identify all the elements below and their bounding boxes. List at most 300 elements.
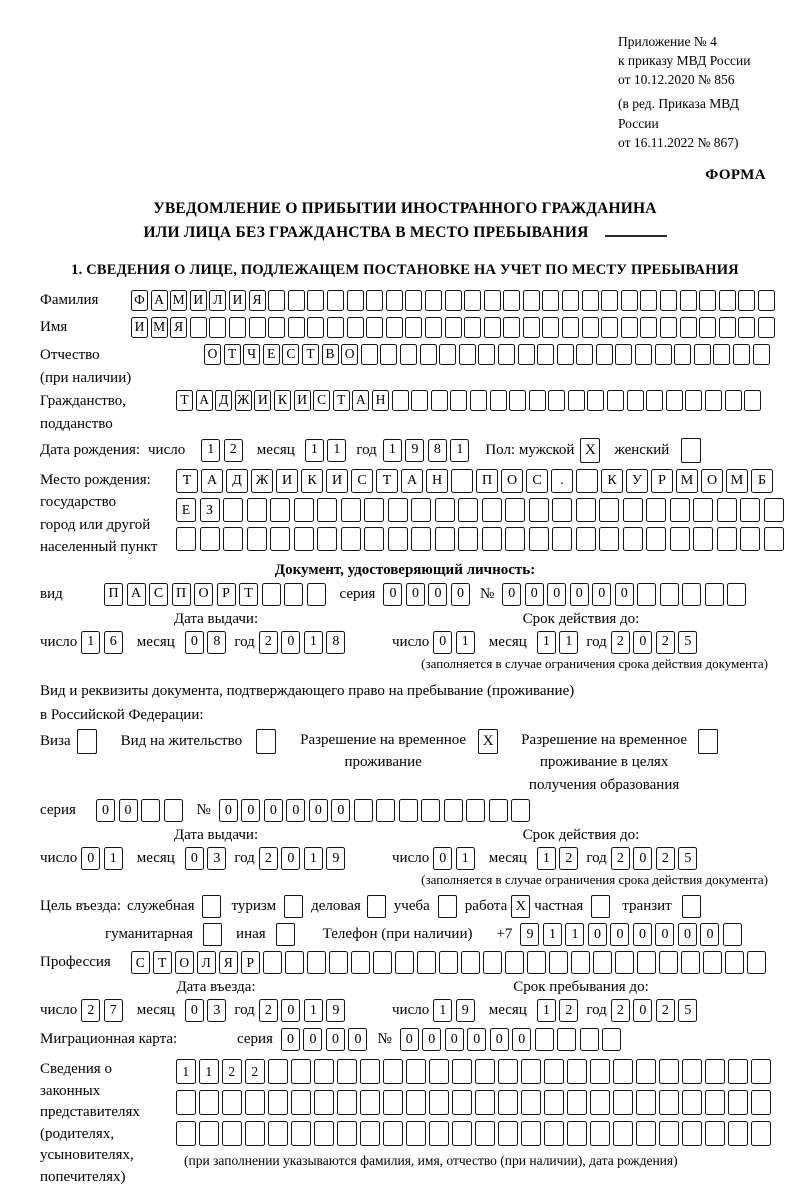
char-box[interactable]: П <box>476 469 498 493</box>
char-box[interactable]: С <box>526 469 548 493</box>
char-box[interactable]: Р <box>241 951 260 974</box>
char-box[interactable]: И <box>190 290 207 311</box>
char-box[interactable]: Б <box>751 469 773 493</box>
char-box[interactable] <box>464 317 481 338</box>
char-box[interactable] <box>470 390 487 411</box>
char-box[interactable]: 1 <box>433 999 452 1022</box>
char-box[interactable] <box>542 317 559 338</box>
char-box[interactable] <box>450 390 467 411</box>
char-box[interactable] <box>751 1090 771 1115</box>
char-box[interactable]: . <box>551 469 573 493</box>
char-box[interactable]: С <box>149 583 168 606</box>
char-box[interactable]: 0 <box>331 799 350 822</box>
char-box[interactable]: 0 <box>281 999 300 1022</box>
purpose-work-checkbox[interactable]: X <box>511 895 530 918</box>
char-box[interactable] <box>571 951 590 974</box>
char-box[interactable] <box>268 290 285 311</box>
char-box[interactable] <box>728 1090 748 1115</box>
char-box[interactable] <box>291 1121 311 1146</box>
option-residence-permit-checkbox[interactable] <box>256 729 276 754</box>
char-box[interactable]: У <box>626 469 648 493</box>
char-box[interactable] <box>601 317 618 338</box>
char-box[interactable]: А <box>151 290 168 311</box>
char-box[interactable] <box>176 1121 196 1146</box>
char-box[interactable] <box>544 1121 564 1146</box>
char-box[interactable]: Ж <box>251 469 273 493</box>
char-box[interactable] <box>582 290 599 311</box>
char-box[interactable] <box>268 317 285 338</box>
char-box[interactable]: 1 <box>81 631 100 654</box>
char-box[interactable] <box>505 951 524 974</box>
char-box[interactable] <box>498 1090 518 1115</box>
char-box[interactable] <box>725 951 744 974</box>
char-box[interactable]: 1 <box>104 847 123 870</box>
char-box[interactable]: 0 <box>547 583 566 606</box>
char-box[interactable] <box>509 390 526 411</box>
char-box[interactable] <box>529 390 546 411</box>
char-box[interactable] <box>364 498 384 522</box>
char-box[interactable] <box>445 317 462 338</box>
char-box[interactable]: 0 <box>81 847 100 870</box>
char-box[interactable]: Е <box>176 498 196 522</box>
char-box[interactable] <box>552 527 572 551</box>
char-box[interactable] <box>475 1090 495 1115</box>
char-box[interactable] <box>484 290 501 311</box>
char-box[interactable] <box>635 344 652 365</box>
char-box[interactable]: Ч <box>243 344 260 365</box>
char-box[interactable] <box>245 1090 265 1115</box>
char-box[interactable]: О <box>175 951 194 974</box>
char-box[interactable]: 1 <box>565 923 584 946</box>
char-box[interactable] <box>373 951 392 974</box>
char-box[interactable]: 0 <box>610 923 629 946</box>
char-box[interactable] <box>388 498 408 522</box>
char-box[interactable]: 1 <box>537 999 556 1022</box>
char-box[interactable] <box>590 1059 610 1084</box>
char-box[interactable] <box>599 498 619 522</box>
char-box[interactable] <box>164 799 183 822</box>
char-box[interactable] <box>596 344 613 365</box>
char-box[interactable] <box>587 390 604 411</box>
char-box[interactable] <box>613 1059 633 1084</box>
char-box[interactable] <box>498 1059 518 1084</box>
char-box[interactable]: А <box>352 390 369 411</box>
char-box[interactable]: 0 <box>264 799 283 822</box>
char-box[interactable]: 0 <box>633 847 652 870</box>
char-box[interactable]: 0 <box>592 583 611 606</box>
char-box[interactable]: Л <box>209 290 226 311</box>
char-box[interactable] <box>725 390 742 411</box>
char-box[interactable]: Н <box>426 469 448 493</box>
char-box[interactable]: 1 <box>383 439 402 462</box>
char-box[interactable] <box>521 1121 541 1146</box>
char-box[interactable]: 1 <box>199 1059 219 1084</box>
char-box[interactable] <box>670 498 690 522</box>
char-box[interactable] <box>337 1090 357 1115</box>
char-box[interactable]: 2 <box>656 631 675 654</box>
char-box[interactable]: 2 <box>656 999 675 1022</box>
char-box[interactable] <box>607 390 624 411</box>
char-box[interactable] <box>366 290 383 311</box>
char-box[interactable] <box>383 1059 403 1084</box>
char-box[interactable]: 1 <box>304 847 323 870</box>
char-box[interactable] <box>498 344 515 365</box>
char-box[interactable]: 1 <box>543 923 562 946</box>
char-box[interactable] <box>562 290 579 311</box>
char-box[interactable] <box>392 390 409 411</box>
char-box[interactable] <box>659 1059 679 1084</box>
char-box[interactable] <box>270 498 290 522</box>
char-box[interactable]: 2 <box>656 847 675 870</box>
char-box[interactable]: 0 <box>700 923 719 946</box>
char-box[interactable]: 0 <box>400 1028 419 1051</box>
char-box[interactable]: И <box>131 317 148 338</box>
char-box[interactable] <box>399 799 418 822</box>
char-box[interactable]: С <box>313 390 330 411</box>
char-box[interactable]: 0 <box>615 583 634 606</box>
char-box[interactable]: Т <box>239 583 258 606</box>
char-box[interactable]: Т <box>153 951 172 974</box>
option-visa-checkbox[interactable] <box>77 729 97 754</box>
char-box[interactable]: 9 <box>456 999 475 1022</box>
char-box[interactable] <box>291 1059 311 1084</box>
char-box[interactable] <box>680 317 697 338</box>
sex-female-checkbox[interactable] <box>681 438 701 463</box>
char-box[interactable]: 0 <box>185 847 204 870</box>
char-box[interactable] <box>417 951 436 974</box>
char-box[interactable] <box>744 390 761 411</box>
char-box[interactable] <box>593 951 612 974</box>
char-box[interactable] <box>245 1121 265 1146</box>
char-box[interactable] <box>400 344 417 365</box>
char-box[interactable] <box>670 527 690 551</box>
char-box[interactable] <box>557 1028 576 1051</box>
char-box[interactable] <box>327 317 344 338</box>
char-box[interactable] <box>314 1090 334 1115</box>
char-box[interactable] <box>223 498 243 522</box>
char-box[interactable] <box>452 1121 472 1146</box>
char-box[interactable] <box>176 1090 196 1115</box>
char-box[interactable] <box>680 290 697 311</box>
char-box[interactable] <box>659 951 678 974</box>
char-box[interactable] <box>347 290 364 311</box>
char-box[interactable] <box>505 498 525 522</box>
char-box[interactable]: 0 <box>286 799 305 822</box>
char-box[interactable] <box>682 583 701 606</box>
char-box[interactable] <box>294 527 314 551</box>
char-box[interactable]: 2 <box>245 1059 265 1084</box>
char-box[interactable] <box>601 290 618 311</box>
char-box[interactable] <box>521 1090 541 1115</box>
char-box[interactable] <box>317 498 337 522</box>
char-box[interactable]: Я <box>170 317 187 338</box>
char-box[interactable] <box>753 344 770 365</box>
char-box[interactable] <box>268 1090 288 1115</box>
char-box[interactable] <box>751 1059 771 1084</box>
char-box[interactable]: П <box>172 583 191 606</box>
char-box[interactable]: 0 <box>303 1028 322 1051</box>
char-box[interactable]: 0 <box>422 1028 441 1051</box>
char-box[interactable] <box>222 1090 242 1115</box>
char-box[interactable]: 0 <box>185 631 204 654</box>
char-box[interactable] <box>482 498 502 522</box>
char-box[interactable] <box>351 951 370 974</box>
purpose-private-checkbox[interactable] <box>591 895 610 918</box>
char-box[interactable] <box>576 469 598 493</box>
char-box[interactable] <box>360 1121 380 1146</box>
char-box[interactable] <box>552 498 572 522</box>
char-box[interactable]: 0 <box>633 923 652 946</box>
char-box[interactable] <box>176 527 196 551</box>
char-box[interactable] <box>537 344 554 365</box>
char-box[interactable] <box>505 527 525 551</box>
char-box[interactable] <box>518 344 535 365</box>
char-box[interactable]: 2 <box>559 999 578 1022</box>
char-box[interactable] <box>383 1121 403 1146</box>
char-box[interactable]: 2 <box>611 631 630 654</box>
char-box[interactable]: 5 <box>678 631 697 654</box>
char-box[interactable] <box>361 344 378 365</box>
char-box[interactable] <box>728 1121 748 1146</box>
char-box[interactable] <box>705 1090 725 1115</box>
char-box[interactable] <box>249 317 266 338</box>
char-box[interactable] <box>693 527 713 551</box>
char-box[interactable]: 0 <box>348 1028 367 1051</box>
char-box[interactable]: 0 <box>525 583 544 606</box>
char-box[interactable] <box>503 317 520 338</box>
char-box[interactable] <box>141 799 160 822</box>
char-box[interactable] <box>623 498 643 522</box>
char-box[interactable] <box>719 317 736 338</box>
char-box[interactable]: 1 <box>304 631 323 654</box>
char-box[interactable]: И <box>294 390 311 411</box>
char-box[interactable] <box>341 527 361 551</box>
char-box[interactable] <box>270 527 290 551</box>
char-box[interactable] <box>567 1121 587 1146</box>
char-box[interactable] <box>376 799 395 822</box>
char-box[interactable] <box>576 344 593 365</box>
char-box[interactable] <box>341 498 361 522</box>
char-box[interactable] <box>429 1059 449 1084</box>
char-box[interactable]: 0 <box>433 631 452 654</box>
char-box[interactable] <box>475 1059 495 1084</box>
char-box[interactable]: 9 <box>405 439 424 462</box>
char-box[interactable]: И <box>276 469 298 493</box>
char-box[interactable]: Р <box>651 469 673 493</box>
char-box[interactable] <box>758 317 775 338</box>
char-box[interactable] <box>452 1090 472 1115</box>
char-box[interactable]: 0 <box>633 631 652 654</box>
char-box[interactable]: М <box>726 469 748 493</box>
char-box[interactable] <box>699 290 716 311</box>
char-box[interactable] <box>751 1121 771 1146</box>
char-box[interactable]: 0 <box>96 799 115 822</box>
char-box[interactable] <box>727 583 746 606</box>
char-box[interactable]: Н <box>372 390 389 411</box>
char-box[interactable]: 0 <box>428 583 447 606</box>
char-box[interactable] <box>405 317 422 338</box>
char-box[interactable] <box>337 1059 357 1084</box>
char-box[interactable] <box>719 290 736 311</box>
char-box[interactable]: 0 <box>383 583 402 606</box>
char-box[interactable] <box>317 527 337 551</box>
char-box[interactable]: С <box>131 951 150 974</box>
char-box[interactable] <box>636 1059 656 1084</box>
char-box[interactable] <box>199 1121 219 1146</box>
char-box[interactable]: 9 <box>326 999 345 1022</box>
char-box[interactable]: Е <box>263 344 280 365</box>
char-box[interactable] <box>529 498 549 522</box>
char-box[interactable] <box>307 290 324 311</box>
char-box[interactable] <box>738 317 755 338</box>
char-box[interactable]: М <box>170 290 187 311</box>
char-box[interactable] <box>705 1059 725 1084</box>
char-box[interactable] <box>693 498 713 522</box>
char-box[interactable] <box>567 1090 587 1115</box>
char-box[interactable] <box>685 390 702 411</box>
char-box[interactable] <box>247 527 267 551</box>
char-box[interactable] <box>247 498 267 522</box>
char-box[interactable] <box>705 1121 725 1146</box>
char-box[interactable]: 0 <box>281 847 300 870</box>
char-box[interactable]: 1 <box>450 439 469 462</box>
char-box[interactable]: 0 <box>309 799 328 822</box>
char-box[interactable] <box>682 1121 702 1146</box>
char-box[interactable] <box>383 1090 403 1115</box>
char-box[interactable] <box>717 527 737 551</box>
char-box[interactable] <box>599 527 619 551</box>
char-box[interactable]: И <box>229 290 246 311</box>
char-box[interactable] <box>439 344 456 365</box>
char-box[interactable]: К <box>301 469 323 493</box>
char-box[interactable] <box>623 527 643 551</box>
char-box[interactable] <box>386 317 403 338</box>
char-box[interactable] <box>602 1028 621 1051</box>
char-box[interactable] <box>262 583 281 606</box>
char-box[interactable] <box>429 1090 449 1115</box>
char-box[interactable]: К <box>274 390 291 411</box>
char-box[interactable]: И <box>254 390 271 411</box>
char-box[interactable] <box>544 1059 564 1084</box>
char-box[interactable] <box>452 1059 472 1084</box>
char-box[interactable] <box>388 527 408 551</box>
char-box[interactable]: 8 <box>428 439 447 462</box>
char-box[interactable]: 0 <box>512 1028 531 1051</box>
char-box[interactable] <box>646 527 666 551</box>
char-box[interactable] <box>535 1028 554 1051</box>
char-box[interactable] <box>717 498 737 522</box>
char-box[interactable] <box>580 1028 599 1051</box>
char-box[interactable] <box>444 799 463 822</box>
char-box[interactable] <box>666 390 683 411</box>
char-box[interactable]: 1 <box>456 631 475 654</box>
char-box[interactable]: 3 <box>207 847 226 870</box>
char-box[interactable] <box>621 290 638 311</box>
char-box[interactable]: 0 <box>445 1028 464 1051</box>
char-box[interactable]: 0 <box>490 1028 509 1051</box>
char-box[interactable] <box>190 317 207 338</box>
char-box[interactable] <box>637 583 656 606</box>
purpose-tourism-checkbox[interactable] <box>284 895 303 918</box>
char-box[interactable]: О <box>194 583 213 606</box>
char-box[interactable] <box>640 290 657 311</box>
char-box[interactable] <box>222 1121 242 1146</box>
char-box[interactable]: А <box>196 390 213 411</box>
char-box[interactable] <box>723 923 742 946</box>
char-box[interactable] <box>694 344 711 365</box>
char-box[interactable]: К <box>601 469 623 493</box>
char-box[interactable] <box>655 344 672 365</box>
char-box[interactable] <box>747 951 766 974</box>
char-box[interactable] <box>590 1121 610 1146</box>
char-box[interactable] <box>405 290 422 311</box>
char-box[interactable] <box>636 1090 656 1115</box>
char-box[interactable] <box>461 951 480 974</box>
char-box[interactable] <box>542 290 559 311</box>
char-box[interactable]: 9 <box>326 847 345 870</box>
char-box[interactable] <box>294 498 314 522</box>
char-box[interactable]: 2 <box>259 847 278 870</box>
char-box[interactable]: С <box>351 469 373 493</box>
char-box[interactable] <box>627 390 644 411</box>
char-box[interactable] <box>764 498 784 522</box>
char-box[interactable] <box>451 469 473 493</box>
char-box[interactable] <box>284 583 303 606</box>
option-temp-residence-education-checkbox[interactable] <box>698 729 718 754</box>
char-box[interactable]: 0 <box>633 999 652 1022</box>
char-box[interactable]: 0 <box>433 847 452 870</box>
char-box[interactable] <box>740 527 760 551</box>
char-box[interactable] <box>681 951 700 974</box>
char-box[interactable] <box>406 1121 426 1146</box>
char-box[interactable] <box>646 498 666 522</box>
char-box[interactable] <box>740 498 760 522</box>
char-box[interactable]: 0 <box>451 583 470 606</box>
char-box[interactable]: З <box>200 498 220 522</box>
char-box[interactable] <box>613 1121 633 1146</box>
char-box[interactable] <box>660 290 677 311</box>
char-box[interactable] <box>354 799 373 822</box>
char-box[interactable] <box>199 1090 219 1115</box>
char-box[interactable]: А <box>401 469 423 493</box>
char-box[interactable]: Т <box>302 344 319 365</box>
char-box[interactable] <box>364 527 384 551</box>
char-box[interactable] <box>314 1121 334 1146</box>
char-box[interactable] <box>360 1090 380 1115</box>
char-box[interactable] <box>582 317 599 338</box>
char-box[interactable]: Т <box>333 390 350 411</box>
char-box[interactable] <box>425 317 442 338</box>
char-box[interactable] <box>458 498 478 522</box>
char-box[interactable]: 1 <box>456 847 475 870</box>
char-box[interactable] <box>285 951 304 974</box>
char-box[interactable] <box>659 1090 679 1115</box>
char-box[interactable]: А <box>127 583 146 606</box>
char-box[interactable] <box>490 390 507 411</box>
char-box[interactable] <box>360 1059 380 1084</box>
char-box[interactable] <box>703 951 722 974</box>
char-box[interactable]: Л <box>197 951 216 974</box>
char-box[interactable] <box>503 290 520 311</box>
char-box[interactable] <box>521 1059 541 1084</box>
char-box[interactable] <box>511 799 530 822</box>
char-box[interactable] <box>425 290 442 311</box>
char-box[interactable]: 2 <box>259 631 278 654</box>
char-box[interactable] <box>529 527 549 551</box>
char-box[interactable]: 7 <box>104 999 123 1022</box>
char-box[interactable] <box>421 799 440 822</box>
char-box[interactable] <box>764 527 784 551</box>
